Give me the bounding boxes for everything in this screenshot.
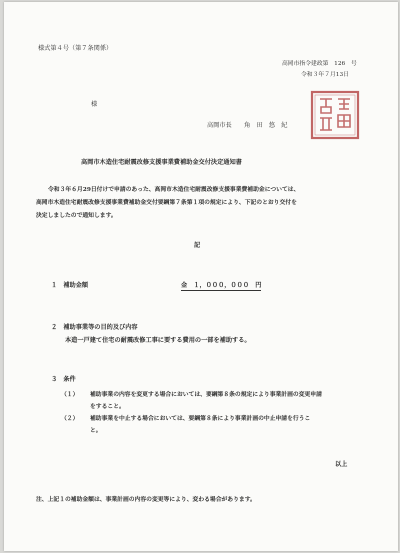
document-title: 高岡市木造住宅耐震改修支援事業費補助金交付決定通知書 [81, 159, 242, 166]
condition-1-number: （１） [61, 392, 79, 398]
ki-heading: 記 [194, 242, 201, 249]
body-line-2: 高岡市木造住宅耐震改修支援事業費補助金交付要綱第７条第１項の規定により、下記のとおり交付を [36, 200, 297, 206]
condition-1-line-1: 補助事業の内容を変更する場合においては、要綱第８条の規定により事業計画の変更申請 [90, 392, 322, 398]
document-page [4, 2, 398, 551]
form-number: 様式第４号（第７条関係） [38, 45, 113, 52]
condition-2-number: （２） [61, 416, 79, 422]
document-date: 令和３年７月13日 [301, 72, 349, 78]
body-line-3: 決定しましたので通知します。 [36, 213, 117, 219]
issuer-name: 高岡市長 角 田 悠 紀 [207, 122, 288, 129]
item2-label: ２ 補助事業等の目的及び内容 [51, 324, 138, 331]
condition-2-line-2: と。 [90, 428, 102, 434]
official-seal [310, 90, 360, 140]
document-number: 高岡市指令建政第 126 号 [282, 61, 357, 67]
closing-ijou: 以上 [335, 461, 348, 468]
condition-1-line-2: をすること。 [90, 404, 125, 410]
item3-label: ３ 条件 [51, 376, 76, 383]
body-line-1: 令和３年６月29日付けで申請のあった、高岡市木造住宅耐震改修支援事業費補助金については、 [48, 187, 300, 193]
condition-2-line-1: 補助事業を中止する場合においては、要綱第８条により事業計画の中止申請を行うこ [90, 416, 311, 422]
footnote: 注、上記１の補助金額は、事業計画の内容の変更等により、変わる場合があります。 [36, 497, 256, 503]
item2-text: 本造一戸建て住宅の耐震改修工事に要する費用の一部を補助する。 [65, 337, 251, 344]
item1-label: １ 補助金額 [51, 282, 89, 289]
item1-amount: 金 １，０００，０００ 円 [181, 283, 261, 291]
addressee-suffix: 様 [91, 101, 98, 108]
